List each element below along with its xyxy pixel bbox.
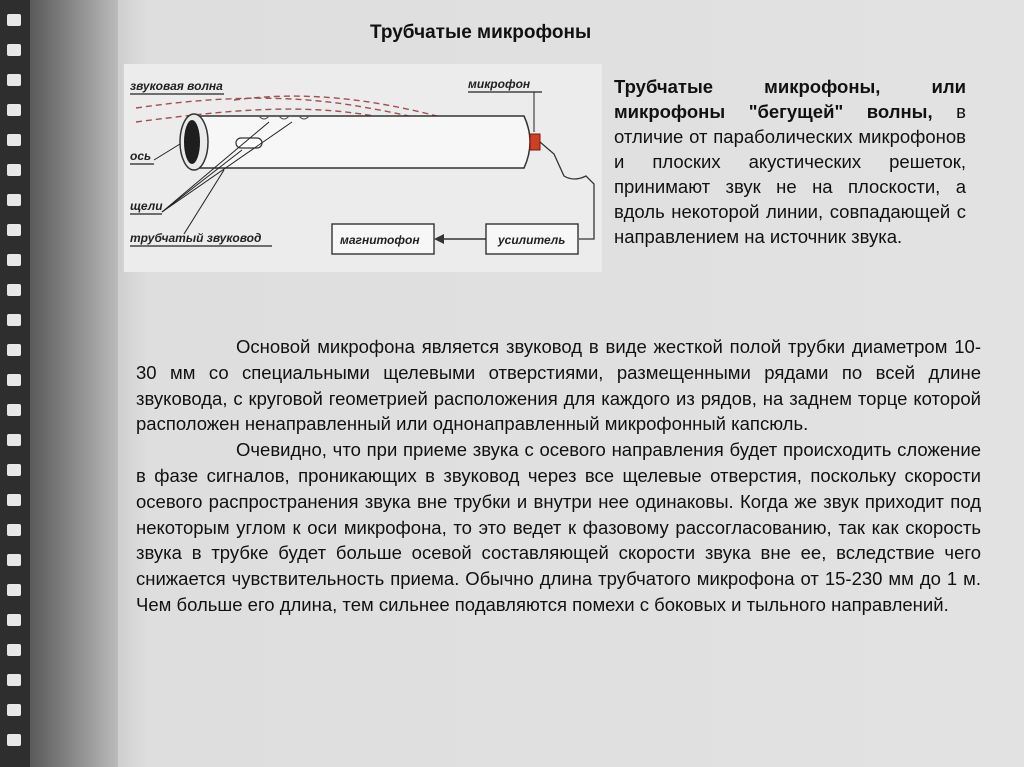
film-hole bbox=[7, 44, 21, 56]
film-hole bbox=[7, 734, 21, 746]
body-paragraph-1: Основой микрофона является звуковод в виде жесткой полой трубки диаметром 10-30 мм со специальными щелевыми отверстиями, размещенными рядами по всей длине звуковода, с круговой геометрией расположения для каждого из рядов, на заднем торце которой расположен ненаправленный или однонаправленный микрофонный капсюль. bbox=[136, 336, 981, 435]
film-hole bbox=[7, 104, 21, 116]
film-hole bbox=[7, 494, 21, 506]
label-amplifier: усилитель bbox=[498, 233, 566, 247]
film-hole bbox=[7, 74, 21, 86]
film-hole bbox=[7, 224, 21, 236]
label-tube: трубчатый звуковод bbox=[130, 231, 262, 245]
intro-paragraph bbox=[614, 74, 966, 249]
film-hole bbox=[7, 374, 21, 386]
film-hole bbox=[7, 524, 21, 536]
film-hole bbox=[7, 164, 21, 176]
arrow-head-icon bbox=[434, 234, 444, 244]
label-slits: щели bbox=[130, 199, 163, 213]
intro-text: в отличие от параболических микрофонов и плоских акустических решеток, принимают звук не на плоскости, а вдоль некоторой линии, совпадающей с направлением на источник звука. bbox=[614, 101, 966, 247]
body-text bbox=[136, 334, 981, 618]
film-hole bbox=[7, 284, 21, 296]
film-hole bbox=[7, 614, 21, 626]
body-paragraph-2: Очевидно, что при приеме звука с осевого направления будет происходить сложение в фазе сигналов, проникающих в звуковод через все щелевые отверстия, поскольку скорости осевого распространения звука вне трубки и внутри нее одинаковы. Когда же звук приходит под некоторым углом к оси микрофона, то это ведет к фазовому рассогласованию, так как скорость звука в трубке будет больше осевой составляющей скорости звука вне ее, вследствие чего снижается чувствительность приема. Обычно длина трубчатого микрофона от 15-230 мм до 1 м. Чем больше его длина, тем сильнее подавляются помехи с боковых и тыльного направлений. bbox=[136, 439, 981, 615]
tubular-microphone-diagram bbox=[124, 64, 602, 272]
slide-title: Трубчатые микрофоны bbox=[370, 22, 592, 43]
film-hole bbox=[7, 14, 21, 26]
pointer-line bbox=[154, 144, 180, 160]
film-hole bbox=[7, 134, 21, 146]
label-recorder: магнитофон bbox=[340, 233, 420, 247]
film-hole bbox=[7, 554, 21, 566]
microphone-capsule bbox=[530, 134, 540, 150]
label-microphone: микрофон bbox=[468, 77, 531, 91]
tube-front-hole bbox=[184, 120, 200, 164]
film-hole bbox=[7, 314, 21, 326]
film-hole bbox=[7, 404, 21, 416]
film-strip-decoration bbox=[0, 0, 30, 767]
film-hole bbox=[7, 644, 21, 656]
intro-bold-term: Трубчатые микрофоны, или микрофоны "бегущей" волны, bbox=[614, 76, 966, 122]
film-hole bbox=[7, 254, 21, 266]
label-sound-wave: звуковая волна bbox=[130, 79, 223, 93]
film-hole bbox=[7, 704, 21, 716]
film-hole bbox=[7, 434, 21, 446]
film-hole bbox=[7, 194, 21, 206]
film-hole bbox=[7, 584, 21, 596]
film-hole bbox=[7, 464, 21, 476]
film-hole bbox=[7, 674, 21, 686]
film-hole bbox=[7, 344, 21, 356]
label-axis: ось bbox=[130, 149, 152, 163]
